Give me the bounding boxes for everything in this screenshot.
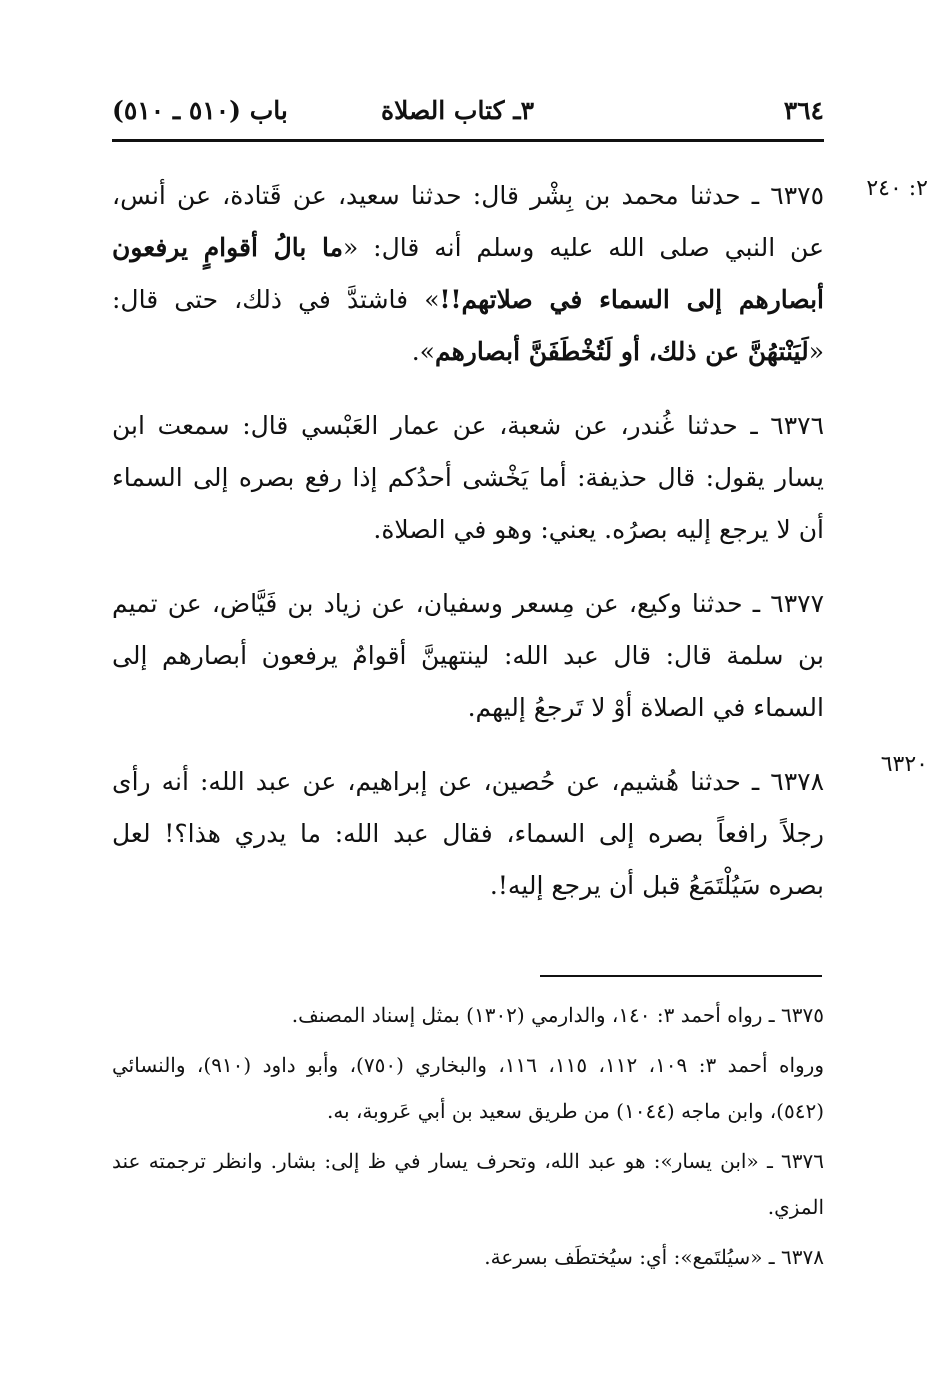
book-title: ٣ـ كتاب الصلاة bbox=[380, 96, 534, 125]
footnote-separator bbox=[540, 975, 822, 977]
chapter-title: باب (٥١٠ ـ ٥١٠) bbox=[112, 96, 288, 125]
hadith-6376: ٦٣٧٦ ـ حدثنا غُندر، عن شعبة، عن عمار العَبْسي قال: سمعت ابن يسار يقول: قال حذيفة: أما يَخْشى أحدُكم إذا رفع بصره إلى السماء أن لا يرجع إليه بصرُه. يعني: وهو في الصلاة. bbox=[112, 411, 824, 544]
header-rule bbox=[112, 139, 824, 142]
footnote-6376: ٦٣٧٦ ـ «ابن يسار»: هو عبد الله، وتحرف يسار في ظ إلى: بشار. وانظر ترجمته عند المزي. bbox=[112, 1149, 824, 1219]
main-text bbox=[112, 170, 824, 934]
margin-reference: ٢: ٢٤٠ bbox=[866, 176, 928, 201]
hadith-6377: ٦٣٧٧ ـ حدثنا وكيع، عن مِسعر وسفيان، عن زياد بن فَيَّاض، عن تميم بن سلمة قال: قال عبد الله: لينتهينَّ أقوامٌ يرفعون أبصارهم إلى السماء في الصلاة أوْ لا تَرجعُ إليهم. bbox=[112, 589, 824, 722]
footnote-6375-continued: ورواه أحمد ٣: ١٠٩، ١١٢، ١١٥، ١١٦، والبخاري (٧٥٠)، وأبو داود (٩١٠)، والنسائي (٥٤٢)، وابن ماجه (١٠٤٤) من طريق سعيد بن أبي عَروبة، به. bbox=[112, 1053, 824, 1123]
margin-reference: ٦٣٢٠ bbox=[880, 752, 928, 777]
footnotes bbox=[112, 992, 824, 1284]
page-header bbox=[112, 92, 824, 132]
hadith-6375: ٦٣٧٥ ـ حدثنا محمد بن بِشْر قال: حدثنا سعيد، عن قَتادة، عن أنس، عن النبي صلى الله عليه وسلم أنه قال: «ما بالُ أقوامٍ يرفعون أبصارهم إلى السماء في صلاتهم!!» فاشتدَّ في ذلك، حتى قال: «لَيَنْتهُنَّ عن ذلك، أو لَتُخْطَفَنَّ أبصارهم». bbox=[112, 181, 824, 366]
footnote-6378: ٦٣٧٨ ـ «سيُلتَمع»: أي: سيُختطَف بسرعة. bbox=[484, 1245, 824, 1269]
hadith-6378: ٦٣٧٨ ـ حدثنا هُشيم، عن حُصين، عن إبراهيم، عن عبد الله: أنه رأى رجلاً رافعاً بصره إلى السماء، فقال عبد الله: ما يدري هذا؟! لعل بصره سَيُلْتَمَعُ قبل أن يرجع إليه!. bbox=[112, 767, 824, 900]
footnote-6375: ٦٣٧٥ ـ رواه أحمد ٣: ١٤٠، والدارمي (١٣٠٢) بمثل إسناد المصنف. bbox=[291, 1003, 824, 1027]
page-number: ٣٦٤ bbox=[783, 96, 824, 125]
